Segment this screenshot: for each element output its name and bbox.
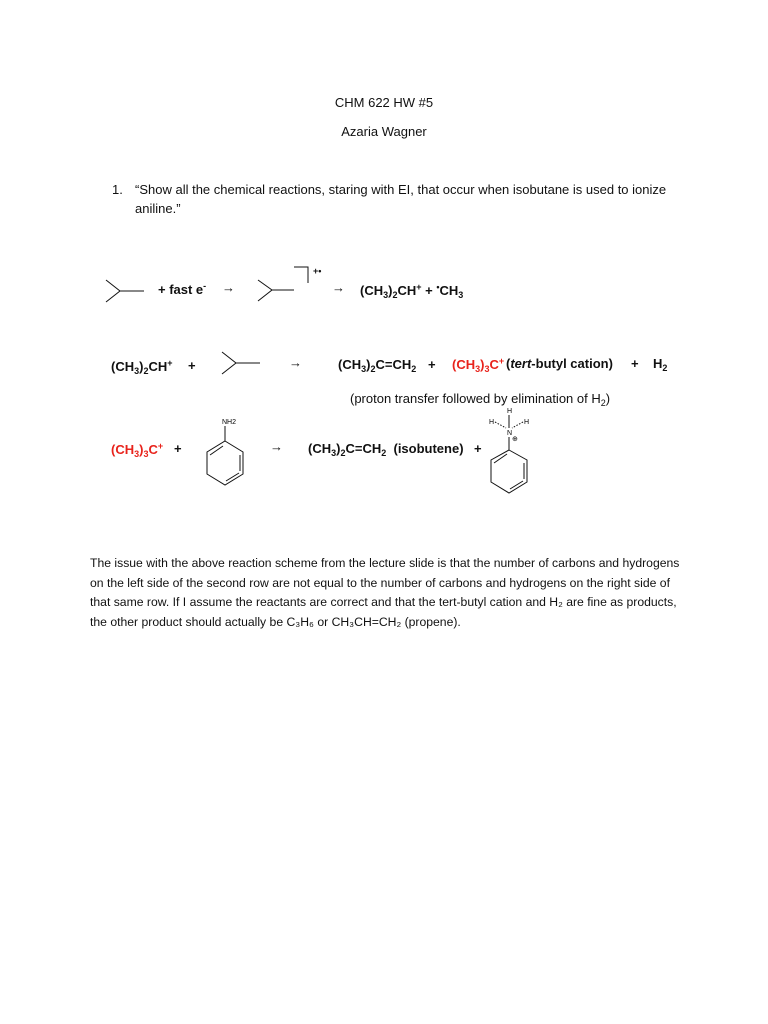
tert-butyl-note: (tert-butyl cation) bbox=[506, 356, 613, 371]
hydrogen-label: H bbox=[489, 419, 495, 426]
isobutane-structure bbox=[220, 350, 262, 380]
explanation-paragraph: The issue with the above reaction scheme from the lecture slide is that the number of carbons and hydrogens on the left side of the second row are not equal to the number of carbons and hydrogens on the right side of that same row. If I assume the reactants are correct and that the tert-butyl cation and H₂ are fine as products, the other product should actually be C₃H₆ or CH₃CH=CH₂ (propene). bbox=[90, 556, 680, 629]
hydrogen-label: H bbox=[507, 408, 513, 415]
aniline-structure bbox=[200, 414, 250, 492]
plus-sign: + bbox=[631, 356, 639, 371]
proton-transfer-note: (proton transfer followed by elimination of $H_2$) bbox=[350, 391, 611, 408]
isopropyl-cation: $(CH_3)_2CH^+$ bbox=[111, 358, 173, 376]
course-title: CHM 622 HW #5 bbox=[334, 95, 434, 110]
nitrogen-label: N bbox=[507, 430, 513, 437]
question-text: “Show all the chemical reactions, staring with EI, that occur when isobutane is used to ionize aniline.” bbox=[135, 182, 667, 216]
row1-product: $(CH_3)_2CH^+ + ^•CH_3$ bbox=[360, 282, 464, 300]
plus-sign: + bbox=[188, 358, 196, 373]
isobutane-structure bbox=[104, 278, 146, 308]
reaction-arrow: → bbox=[332, 280, 345, 295]
amino-group-label: NH2 bbox=[222, 419, 237, 426]
reaction-arrow: → bbox=[270, 439, 283, 454]
positive-charge-icon: ⊕ bbox=[512, 436, 518, 443]
hydrogen-label: H bbox=[524, 419, 530, 426]
tert-butyl-cation: $(CH_3)_3C^+$ bbox=[452, 356, 505, 374]
plus-sign: + bbox=[174, 441, 182, 456]
question-number: 1. bbox=[112, 182, 123, 197]
reaction-arrow: → bbox=[289, 355, 302, 370]
radical-cation-label: +• bbox=[313, 266, 322, 276]
reaction-arrow: → bbox=[222, 280, 235, 295]
plus-sign: + bbox=[428, 357, 436, 372]
tert-butyl-cation-reactant: $(CH_3)_3C^+$ bbox=[111, 441, 164, 459]
fast-electron-text: + fast e- bbox=[158, 281, 207, 297]
author-name: Azaria Wagner bbox=[341, 124, 427, 139]
question-1 bbox=[112, 180, 672, 218]
plus-sign: + bbox=[474, 441, 482, 456]
isobutene-label: $(CH_3)_2C=CH_2$ (isobutene) bbox=[308, 441, 464, 458]
isobutene-product: $(CH_3)_2C=CH_2$ bbox=[338, 357, 417, 374]
anilinium-structure bbox=[484, 404, 544, 496]
hydrogen-product: $H_2$ bbox=[653, 356, 668, 373]
